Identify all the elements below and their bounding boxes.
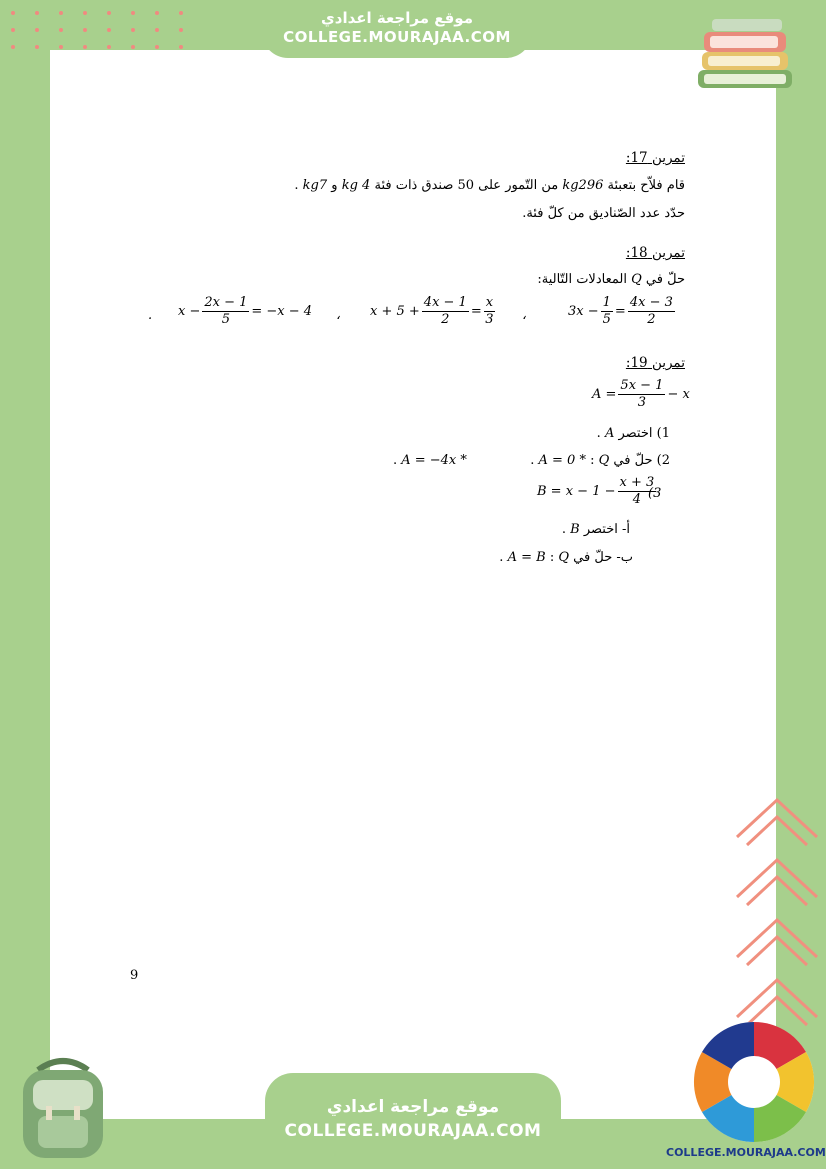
ex18-sep-1: ، <box>522 308 527 323</box>
ex18-sep-2: ، <box>336 308 341 323</box>
ex18-title: تمرين 18: <box>625 245 685 261</box>
ex18-end: . <box>148 308 153 323</box>
header-banner[interactable] <box>262 0 532 58</box>
ex19-definition-B: B = x − 1 − $\frac{x + 3}{4}$ <box>537 475 655 507</box>
footer-site-name: موقع مراجعة اعدادي <box>326 1097 500 1117</box>
ex19-q3-num: (3 <box>648 486 662 501</box>
subjects-wheel-logo <box>692 1020 816 1144</box>
logo-url[interactable]: COLLEGE.MOURAJAA.COM <box>666 1146 826 1159</box>
ex18-equation-1: 3x − $\frac{1}{5}$ = $\frac{4x - 3}{2}$ <box>568 295 673 327</box>
site-name: موقع مراجعة اعدادي <box>321 9 473 27</box>
chevrons-icon <box>732 795 822 1035</box>
ex19-q3b: ب- حلّ في Q : A = B . <box>499 550 633 565</box>
ex17-line1: قام فلاّح بتعبئة 296kg من التّمور على 50 صندق ذات فئة 4 kg و 7kg . <box>294 178 685 193</box>
ex18-equation-2: x + 5 + $\frac{4x - 1}{2}$ = $\frac{x}{3}$ <box>370 295 494 327</box>
decorative-dots <box>0 0 200 55</box>
ex19-q3a: أ- اختصر B . <box>561 522 630 537</box>
footer-site-url[interactable]: COLLEGE.MOURAJAA.COM <box>284 1121 542 1141</box>
ex17-line2: حدّد عدد الصّناديق من كلّ فئة. <box>522 206 685 221</box>
site-url[interactable]: COLLEGE.MOURAJAA.COM <box>283 28 511 46</box>
ex18-equation-3: x − $\frac{2x - 1}{5}$ = −x − 4 <box>178 295 313 327</box>
ex17-title: تمرين 17: <box>625 150 685 166</box>
ex19-title: تمرين 19: <box>625 355 685 371</box>
ex19-definition-A: A = $\frac{5x - 1}{3}$ − x <box>592 378 690 410</box>
footer-banner[interactable] <box>265 1073 561 1169</box>
ex19-q1: 1) اختصر A . <box>596 426 670 441</box>
ex18-intro: حلّ في Q المعادلات التّالية: <box>537 272 685 287</box>
ex19-q2: 2) حلّ في Q : * A = 0 . * A = −4x . <box>392 453 670 468</box>
page-number: 9 <box>130 968 139 983</box>
books-icon <box>690 12 800 97</box>
backpack-icon <box>8 1052 118 1162</box>
